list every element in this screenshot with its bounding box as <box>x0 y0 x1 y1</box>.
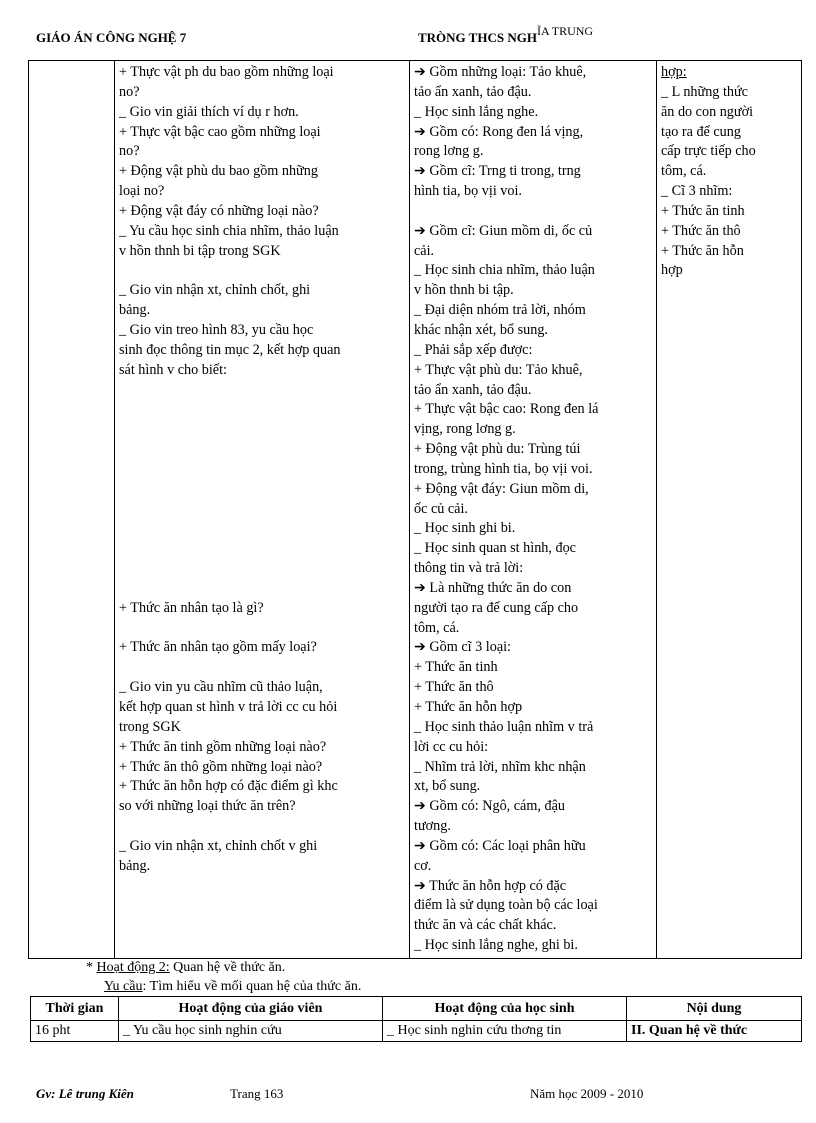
text-line: + Thức ăn hỗn hợp <box>414 699 523 715</box>
text-line: ➔ Thức ăn hỗn hợp có đặc <box>414 877 567 894</box>
student-activity <box>414 63 653 956</box>
text-line <box>119 579 406 599</box>
row-teacher: _ Yu cầu học sinh nghin cứu <box>119 1021 383 1042</box>
text-line: thức ăn và các chất khác. <box>414 917 557 934</box>
text-line: cải. <box>414 242 435 259</box>
text-line: + Thức ăn thô <box>414 679 494 696</box>
text-line: v hồn thnh bi tập. <box>414 282 514 299</box>
text-line: ➔ Gồm có: Rong đen lá vịng, <box>414 123 584 140</box>
text-line: _ Gio vin nhận xt, chỉnh chốt, ghi <box>119 282 311 299</box>
header-content: Nội dung <box>627 997 802 1021</box>
text-line: + Thức ăn thô gồm những loại nào? <box>119 758 323 775</box>
footer-year: Năm học 2009 - 2010 <box>530 1086 644 1101</box>
text-line: ốc củ cải. <box>414 500 468 517</box>
text-line <box>119 500 406 520</box>
text-line: + Thực vật bậc cao: Rong đen lá <box>414 401 599 418</box>
text-line: + Thức ăn nhân tạo gồm mấy loại? <box>119 639 317 656</box>
text-line: + Động vật phù du: Trùng túi <box>414 441 581 458</box>
text-line: + Thức ăn hỗn <box>661 242 744 259</box>
activity2-requirement <box>104 979 361 995</box>
text-line: tương. <box>414 818 451 835</box>
text-line: _ Phải sắp xếp được: <box>414 341 533 358</box>
text-line: _ Cĩ 3 nhĩm: <box>661 183 733 200</box>
text-line: + Động vật đáy: Giun mồm di, <box>414 480 589 497</box>
activity2-label: Hoạt động 2: <box>96 960 170 975</box>
text-line <box>119 400 406 420</box>
text-line <box>119 519 406 539</box>
teacher-activity <box>119 63 406 877</box>
lesson-table <box>28 60 802 959</box>
requirement-text: : Tìm hiểu về mối quan hệ của thức ăn. <box>142 979 362 994</box>
row-time: 16 pht <box>31 1021 119 1042</box>
text-line: _ Yu cầu học sinh chia nhĩm, thảo luận <box>119 222 339 239</box>
text-line: trong SGK <box>119 718 181 735</box>
table2-row <box>31 1021 802 1042</box>
student-cell <box>410 61 657 959</box>
text-line: + Động vật đáy có những loại nào? <box>119 202 319 219</box>
requirement-label: Yu cầu <box>104 979 143 994</box>
header-time: Thời gian <box>31 997 119 1021</box>
text-line: _ Gio vin yu cầu nhĩm cũ thảo luận, <box>119 679 323 696</box>
text-line: ➔ Gồm cĩ: Giun mồm di, ốc củ <box>414 222 593 239</box>
text-line: sát hình v cho biết: <box>119 361 227 378</box>
text-line: no? <box>119 83 140 100</box>
text-line: tảo ẩn xanh, tảo đậu. <box>414 381 532 398</box>
text-line <box>119 420 406 440</box>
text-line: + Thực vật phù du: Tảo khuê, <box>414 361 583 378</box>
text-line: tôm, cá. <box>661 163 707 180</box>
text-line: _ Gio vin nhận xt, chỉnh chốt v ghi <box>119 837 318 854</box>
text-line: ➔ Là những thức ăn do con <box>414 579 572 596</box>
text-line: tảo ẩn xanh, tảo đậu. <box>414 83 532 100</box>
text-line: ➔ Gồm những loại: Tảo khuê, <box>414 64 587 80</box>
text-line <box>119 817 406 837</box>
text-line: no? <box>119 143 140 160</box>
text-line: + Thức ăn nhân tạo là gì? <box>119 599 264 616</box>
header-school-sup: ĨA TRUNG <box>536 24 594 38</box>
text-line: người tạo ra để cung cấp cho <box>414 599 579 616</box>
text-line: cơ. <box>414 857 432 874</box>
text-line: lời cc cu hỏi: <box>414 738 489 755</box>
text-line <box>119 480 406 500</box>
text-line <box>119 440 406 460</box>
text-line: sinh đọc thông tin mục 2, kết hợp quan <box>119 341 341 358</box>
text-line: ➔ Gồm có: Ngô, cám, đậu <box>414 798 565 815</box>
row-student: _ Học sinh nghin cứu thơng tin <box>383 1021 627 1042</box>
table2-header-row <box>31 997 802 1021</box>
text-line: _ Đại diện nhóm trả lời, nhóm <box>414 302 586 319</box>
header-right <box>418 24 594 46</box>
text-line: + Động vật phù du bao gồm những <box>119 163 318 180</box>
text-line <box>119 539 406 559</box>
text-line: + Thức ăn thô <box>661 222 741 239</box>
header-student: Hoạt động của học sinh <box>383 997 627 1021</box>
text-line: loại no? <box>119 183 165 200</box>
text-line: bảng. <box>119 302 151 319</box>
header-school: TRÒNG THCS NGH <box>418 30 537 45</box>
text-line: _ Gio vin treo hình 83, yu cầu học <box>119 321 314 338</box>
text-line: _ Học sinh ghi bi. <box>414 520 516 537</box>
text-line <box>119 619 406 639</box>
header-left: GIÁO ÁN CÔNG NGHỆ 7 <box>36 30 187 45</box>
text-line: + Thức ăn hỗn hợp có đặc điểm gì khc <box>119 778 338 795</box>
text-line: ➔ Gồm cĩ: Trng ti trong, trng <box>414 163 581 180</box>
text-line: xt, bổ sung. <box>414 778 481 795</box>
text-line: ➔ Gồm có: Các loại phân hữu <box>414 837 586 854</box>
text-line: + Thực vật bậc cao gồm những loại <box>119 123 321 140</box>
text-line: + Thức ăn tinh <box>661 202 745 219</box>
text-line: _ Học sinh lắng nghe, ghi bi. <box>414 937 578 954</box>
text-line: so với những loại thức ăn trên? <box>119 798 296 815</box>
text-line: ➔ Gồm cĩ 3 loại: <box>414 639 511 656</box>
header-teacher: Hoạt động của giáo viên <box>119 997 383 1021</box>
activity2-table <box>30 996 802 1042</box>
text-line: _ Nhĩm trả lời, nhĩm khc nhận <box>414 758 586 775</box>
footer-author: Gv: Lê trung Kiên <box>36 1086 134 1101</box>
row-content: II. Quan hệ về thức <box>627 1021 802 1042</box>
text-line: thông tin và trả lời: <box>414 560 524 577</box>
time-cell <box>29 61 115 959</box>
text-line <box>119 658 406 678</box>
text-line <box>119 460 406 480</box>
text-line: hợp <box>661 262 683 279</box>
text-line: _ Học sinh chia nhĩm, thảo luận <box>414 262 595 279</box>
text-line: _ Gio vin giải thích ví dụ r hơn. <box>119 103 299 120</box>
teacher-cell <box>115 61 410 959</box>
footer-page: Trang 163 <box>230 1086 284 1101</box>
content-first: hợp: <box>661 64 687 80</box>
activity2-text: Quan hệ về thức ăn. <box>169 960 286 975</box>
content-notes <box>661 83 798 281</box>
text-line: _ Học sinh quan st hình, đọc <box>414 540 576 557</box>
content-cell <box>657 61 802 959</box>
text-line: _ Học sinh lắng nghe. <box>414 103 539 120</box>
text-line: + Thức ăn tinh gồm những loại nào? <box>119 738 327 755</box>
text-line: kết hợp quan st hình v trả lời cc cu hỏi <box>119 699 338 715</box>
lesson-row <box>29 61 802 959</box>
text-line: điểm là sử dụng toàn bộ các loại <box>414 897 598 914</box>
text-line: _ Học sinh thảo luận nhĩm v trả <box>414 718 594 735</box>
text-line: tôm, cá. <box>414 619 460 636</box>
text-line: + Thực vật ph du bao gồm những loại <box>119 64 334 80</box>
text-line: + Thức ăn tinh <box>414 659 498 676</box>
text-line: ăn do con người <box>661 103 754 120</box>
activity2-star: * <box>86 960 97 975</box>
text-line: hình tia, bọ vịi voi. <box>414 183 522 200</box>
text-line: cấp trực tiếp cho <box>661 143 756 160</box>
text-line: _ L những thức <box>661 83 748 100</box>
text-line: rong lơng g. <box>414 143 484 160</box>
text-line <box>119 261 406 281</box>
text-line: bảng. <box>119 857 151 874</box>
text-line: v hồn thnh bi tập trong SGK <box>119 242 281 259</box>
activity2-title <box>86 960 285 976</box>
text-line: tạo ra để cung <box>661 123 741 140</box>
text-line <box>414 202 653 222</box>
text-line <box>119 559 406 579</box>
text-line: khác nhận xét, bổ sung. <box>414 321 548 338</box>
text-line <box>119 381 406 401</box>
text-line: vịng, rong lơng g. <box>414 421 516 438</box>
text-line: trong, trùng hình tia, bọ vịi voi. <box>414 460 593 477</box>
